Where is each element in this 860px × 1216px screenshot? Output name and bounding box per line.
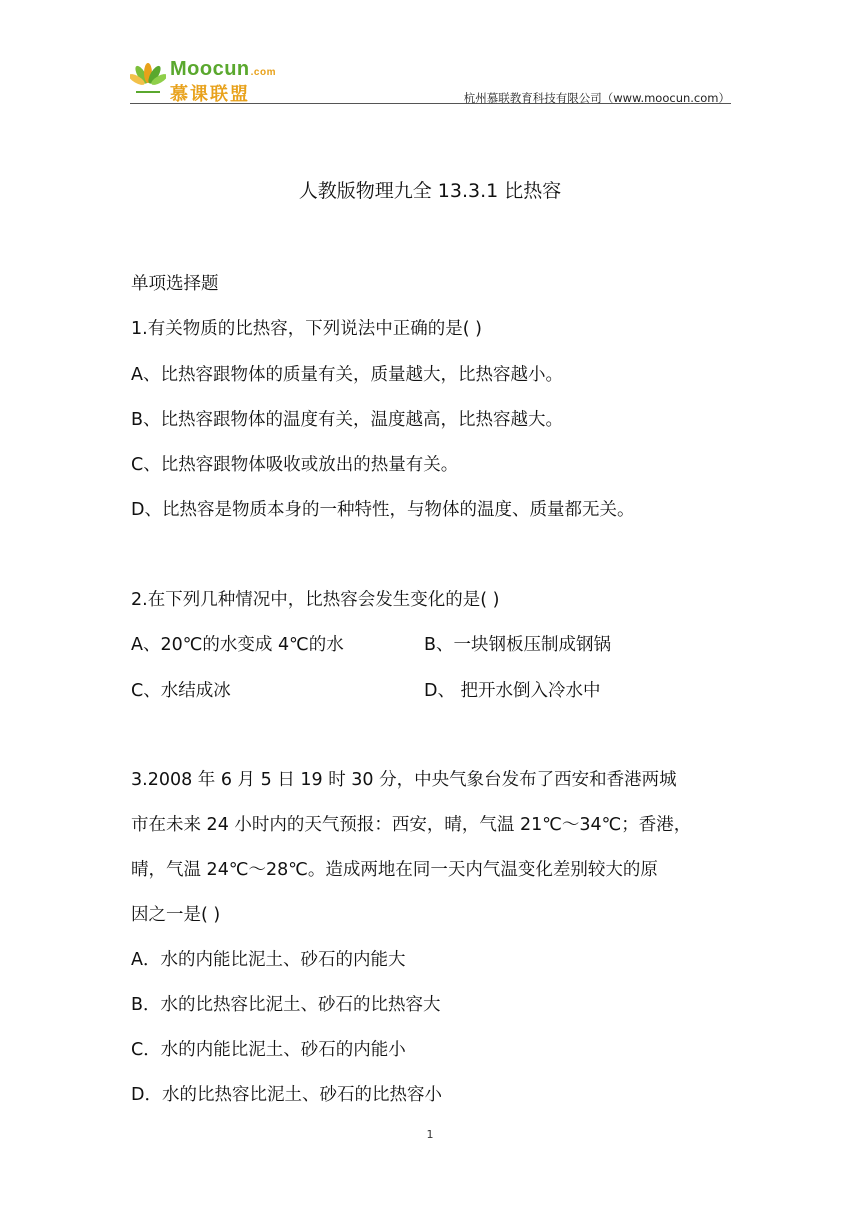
q2-option-c: C、水结成冰 [131,681,231,701]
q2-option-a: A、20℃的水变成 4℃的水 [131,635,344,655]
page-header [130,58,730,104]
moocun-logo [130,58,290,105]
q3-option-b: B．水的比热容比泥土、砂石的比热容大 [131,995,441,1015]
logo-english: Moocun.com [170,58,276,80]
q1-option-c: C、比热容跟物体吸收或放出的热量有关。 [131,455,459,475]
q3-stem-line-3: 晴，气温 24℃～28℃。造成两地在同一天内气温变化差别较大的原 [131,860,658,880]
q2-option-b: B、一块钢板压制成钢锅 [424,635,612,655]
q2-option-d: D、 把开水倒入冷水中 [424,681,601,701]
q3-option-c: C．水的内能比泥土、砂石的内能小 [131,1040,406,1060]
document-title: 人教版物理九全 13.3.1 比热容 [298,180,562,202]
q3-option-d: D．水的比热容比泥土、砂石的比热容小 [131,1085,442,1105]
company-name: 杭州慕联教育科技有限公司（www.moocun.com） [463,91,730,105]
logo-chinese: 慕课联盟 [170,84,250,105]
q1-stem: 1.有关物质的比热容，下列说法中正确的是( ) [131,319,482,339]
page-number: 1 [426,1128,434,1141]
q1-option-d: D、比热容是物质本身的一种特性，与物体的温度、质量都无关。 [131,500,635,520]
section-heading: 单项选择题 [131,274,219,294]
header-divider [130,103,731,104]
q1-option-a: A、比热容跟物体的质量有关，质量越大，比热容越小。 [131,365,563,385]
q3-stem-line-2: 市在未来 24 小时内的天气预报：西安，晴，气温 21℃～34℃；香港， [131,815,692,835]
q1-option-b: B、比热容跟物体的温度有关，温度越高，比热容越大。 [131,410,564,430]
flower-logo-icon [130,62,166,98]
q3-stem-line-1: 3.2008 年 6 月 5 日 19 时 30 分，中央气象台发布了西安和香港两城 [131,770,677,790]
q2-stem: 2.在下列几种情况中，比热容会发生变化的是( ) [131,590,500,610]
q3-stem-line-4: 因之一是( ) [131,905,221,925]
q3-option-a: A．水的内能比泥土、砂石的内能大 [131,950,406,970]
